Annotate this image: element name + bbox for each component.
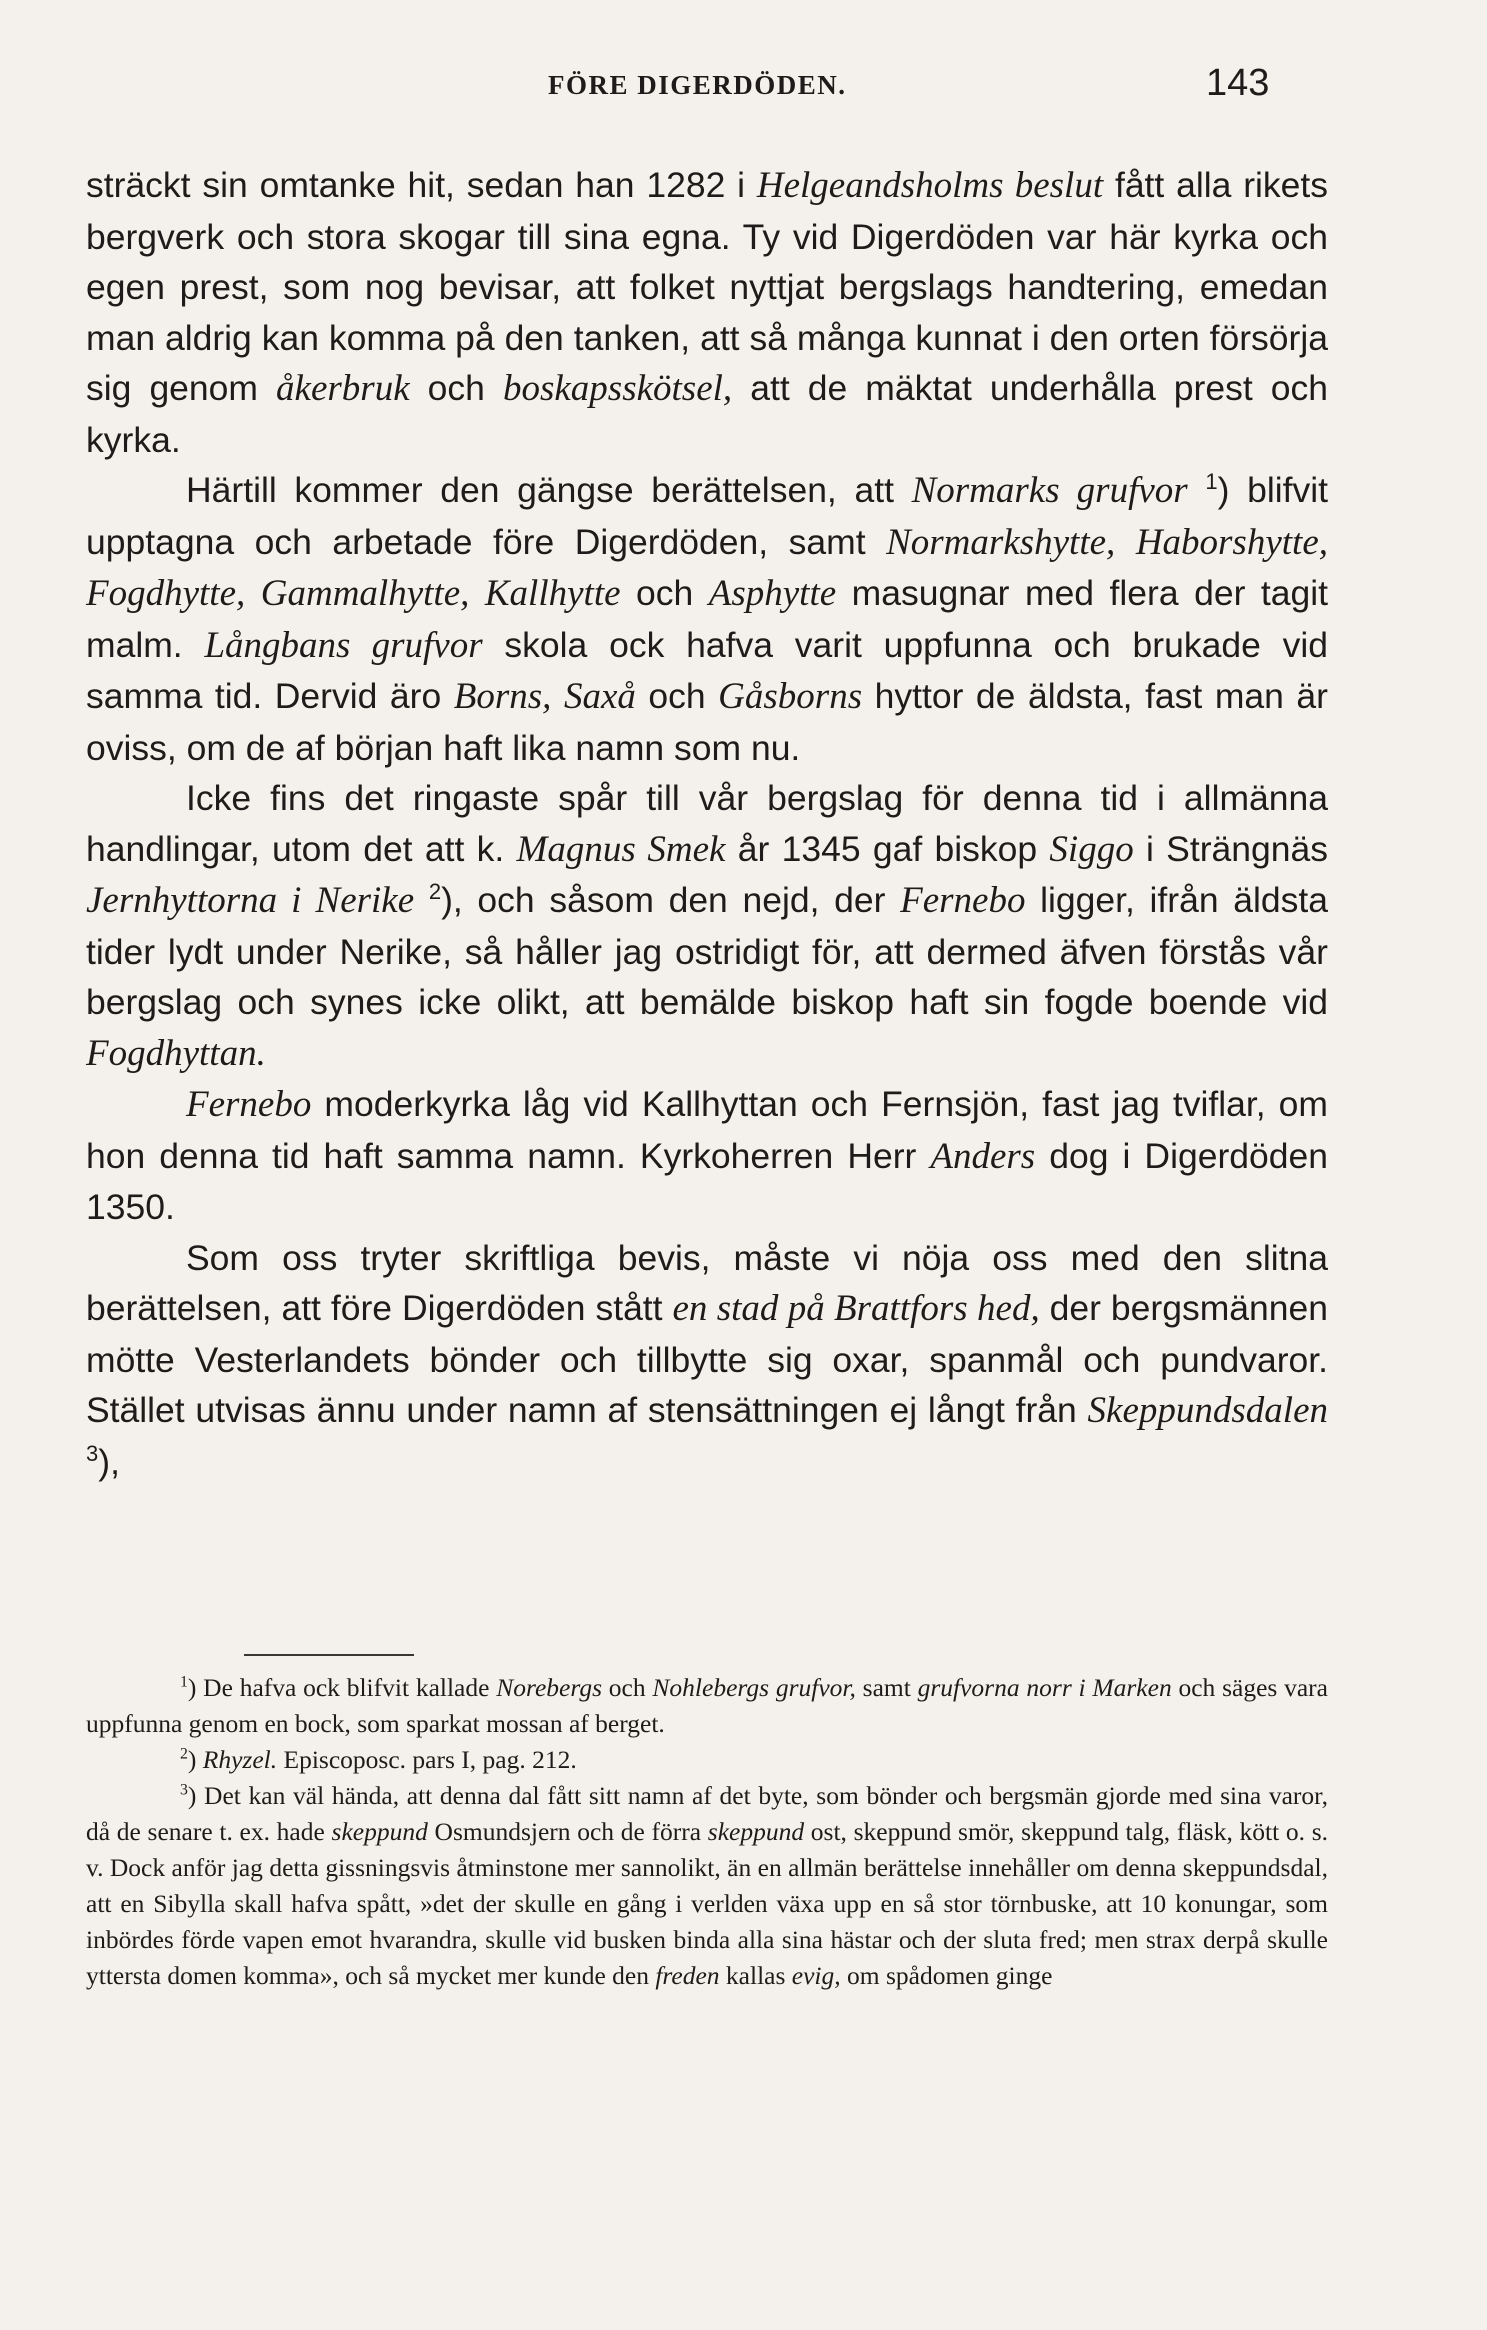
italic-term: Kallhytte xyxy=(484,573,621,614)
paragraph-1 xyxy=(86,160,1328,465)
text-run: moderkyrka låg vid Kallhyttan och Fernsjön, fast jag tviflar, om hon denna tid haft samma namn. Kyrkoherren Herr xyxy=(86,1084,1328,1176)
italic-term: Fogdhyttan. xyxy=(86,1032,266,1074)
text-run: masugnar med flera der tagit malm. xyxy=(86,573,1328,665)
italic-term: Fernebo xyxy=(900,880,1026,921)
italic-term: skeppund xyxy=(331,1817,428,1846)
footnote-3 xyxy=(86,1778,1328,1994)
text-run: ) De hafva ock blifvit kallade xyxy=(187,1673,497,1702)
text-run xyxy=(469,573,485,613)
text-run: skola ock hafva varit uppfunna och brukade vid samma tid. Dervid äro xyxy=(86,624,1328,716)
paragraph-4 xyxy=(86,1079,1328,1233)
footnote-divider xyxy=(244,1654,414,1656)
text-run: om spådomen ginge xyxy=(840,1961,1053,1990)
italic-term: en stad på Brattfors hed, xyxy=(672,1288,1040,1329)
text-run: fått alla rikets bergverk och stora skogar till sina egna. Ty vid Digerdöden var här kyrka och egen prest, som nog bevisar, att folket nyttjat bergslags handtering, emedan man aldrig kan komma på den tanken, att så många kunnat i den orten försörja sig genom xyxy=(86,165,1329,408)
text-run xyxy=(245,573,261,613)
italic-term: grufvorna norr i Marken xyxy=(917,1673,1172,1702)
text-run: der bergsmännen mötte Vesterlandets bönder och tillbytte sig oxar, spanmål och pundvaror. Stället utvisas ännu under namn af stensättningen ej långt från xyxy=(86,1288,1328,1430)
text-run: ligger, ifrån äldsta tider lydt under Nerike, så håller jag ostridigt för, att dermed äfven förstås vår bergslag och synes icke olikt, att bemälde biskop haft sin fogde boende vid xyxy=(86,880,1328,1022)
text-run: och xyxy=(602,1673,653,1702)
italic-term: Siggo xyxy=(1049,828,1134,870)
italic-term: Haborshytte, xyxy=(1135,521,1328,563)
text-run: samt xyxy=(855,1673,918,1702)
paragraph-3 xyxy=(86,773,1328,1079)
italic-term: Långbans grufvor xyxy=(204,624,483,666)
running-title: FÖRE DIGERDÖDEN. xyxy=(548,70,847,100)
italic-term: Rhyzel. xyxy=(202,1745,278,1774)
text-run: ), xyxy=(98,1441,120,1482)
text-run: Härtill kommer den gängse berättelsen, att xyxy=(186,470,912,510)
footnote-2 xyxy=(86,1742,1328,1778)
italic-term: Helgeandsholms beslut xyxy=(756,165,1104,206)
footnotes xyxy=(86,1670,1328,1994)
paragraph-5 xyxy=(86,1233,1328,1488)
footnote-ref: 1 xyxy=(1205,469,1218,495)
text-run: ), och såsom den nejd, der xyxy=(441,880,901,920)
text-run: år 1345 gaf biskop xyxy=(725,828,1050,869)
text-run: Episcoposc. pars I, pag. 212. xyxy=(277,1745,577,1774)
text-run: i Strängnäs xyxy=(1133,828,1328,869)
italic-term: Anders xyxy=(930,1135,1036,1177)
running-head xyxy=(0,62,1487,112)
italic-term: Fogdhytte, xyxy=(86,573,246,614)
italic-term: Norebergs xyxy=(496,1673,603,1702)
text-run: kallas xyxy=(719,1961,792,1990)
text-run: Icke fins det ringaste spår till vår bergslag för denna tid i allmänna handlingar, utom det att k. xyxy=(86,778,1328,869)
italic-term: Normarks grufvor xyxy=(911,470,1188,511)
main-text xyxy=(86,160,1328,1487)
text-run xyxy=(551,676,564,716)
paragraph-2 xyxy=(86,465,1328,773)
italic-term: Magnus Smek xyxy=(516,828,726,870)
text-run: ) Det kan väl hända, att denna dal fått sitt namn af det byte, som bönder och bergsmän gjorde med sina varor, då de senare t. ex. hade xyxy=(86,1781,1328,1846)
text-run: dog i Digerdöden 1350. xyxy=(86,1135,1328,1227)
italic-term: skeppund xyxy=(707,1817,805,1846)
italic-term: Fernebo xyxy=(186,1084,312,1125)
text-run: och xyxy=(409,368,503,408)
text-run xyxy=(1115,522,1136,562)
text-run: ) blifvit upptagna och arbetade före Digerdöden, samt xyxy=(86,470,1328,562)
italic-term: åkerbruk xyxy=(276,368,410,409)
footnote-ref: 2 xyxy=(428,879,442,905)
text-run: ost, skeppund smör, skeppund talg, fläsk, kött o. s. v. Dock anför jag detta gissningsvis åtminstone mer sannolikt, än en allmän berättelse innehåller om denna skeppundsdal, att en Sibylla skall hafva spått, »det der skulle en gång i verlden växa upp en så stor törnbuske, att 10 konungar, som inbördes förde vapen emot hvarandra, skulle vid busken binda alla sina hästar och der sluta fred; men strax derpå skulle yttersta domen komma», och så mycket mer kunde den xyxy=(86,1817,1329,1990)
footnote-ref: 3 xyxy=(86,1440,99,1466)
text-run: och säges vara uppfunna genom en bock, som sparkat mossan af berget. xyxy=(86,1673,1328,1738)
italic-term: Skeppundsdalen xyxy=(1087,1390,1328,1431)
text-run: sträckt sin omtanke hit, sedan han 1282 i xyxy=(86,165,757,205)
italic-term: Gammalhytte, xyxy=(260,573,470,614)
footnote-mark: 1 xyxy=(180,1673,188,1691)
italic-term: Normarkshytte, xyxy=(886,521,1116,563)
italic-term: Saxå xyxy=(563,676,636,717)
footnote-1 xyxy=(86,1670,1328,1742)
text-run: att de mäktat underhålla prest och kyrka. xyxy=(86,368,1328,460)
page-number: 143 xyxy=(1206,62,1270,104)
text-run: Som oss tryter skriftliga bevis, måste vi nöja oss med den slitna berättelsen, att före Digerdöden stått xyxy=(86,1237,1328,1328)
footnote-mark: 3 xyxy=(180,1781,188,1799)
italic-term: Gåsborns xyxy=(718,676,863,717)
text-run: och xyxy=(620,573,709,613)
italic-term: boskapsskötsel, xyxy=(502,368,733,409)
italic-term: evig, xyxy=(791,1961,841,1990)
text-run: och xyxy=(635,676,719,716)
italic-term: Jernhyttorna i Nerike xyxy=(86,880,415,921)
footnote-mark: 2 xyxy=(180,1745,188,1763)
text-run: ) xyxy=(187,1745,203,1774)
text-run: hyttor de äldsta, fast man är oviss, om de af början haft lika namn som nu. xyxy=(86,676,1328,768)
italic-term: Borns, xyxy=(453,676,552,717)
text-run: Osmundsjern och de förra xyxy=(427,1817,708,1846)
italic-term: freden xyxy=(655,1961,720,1990)
italic-term: Asphytte xyxy=(708,573,837,614)
italic-term: Nohlebergs grufvor, xyxy=(652,1673,856,1702)
